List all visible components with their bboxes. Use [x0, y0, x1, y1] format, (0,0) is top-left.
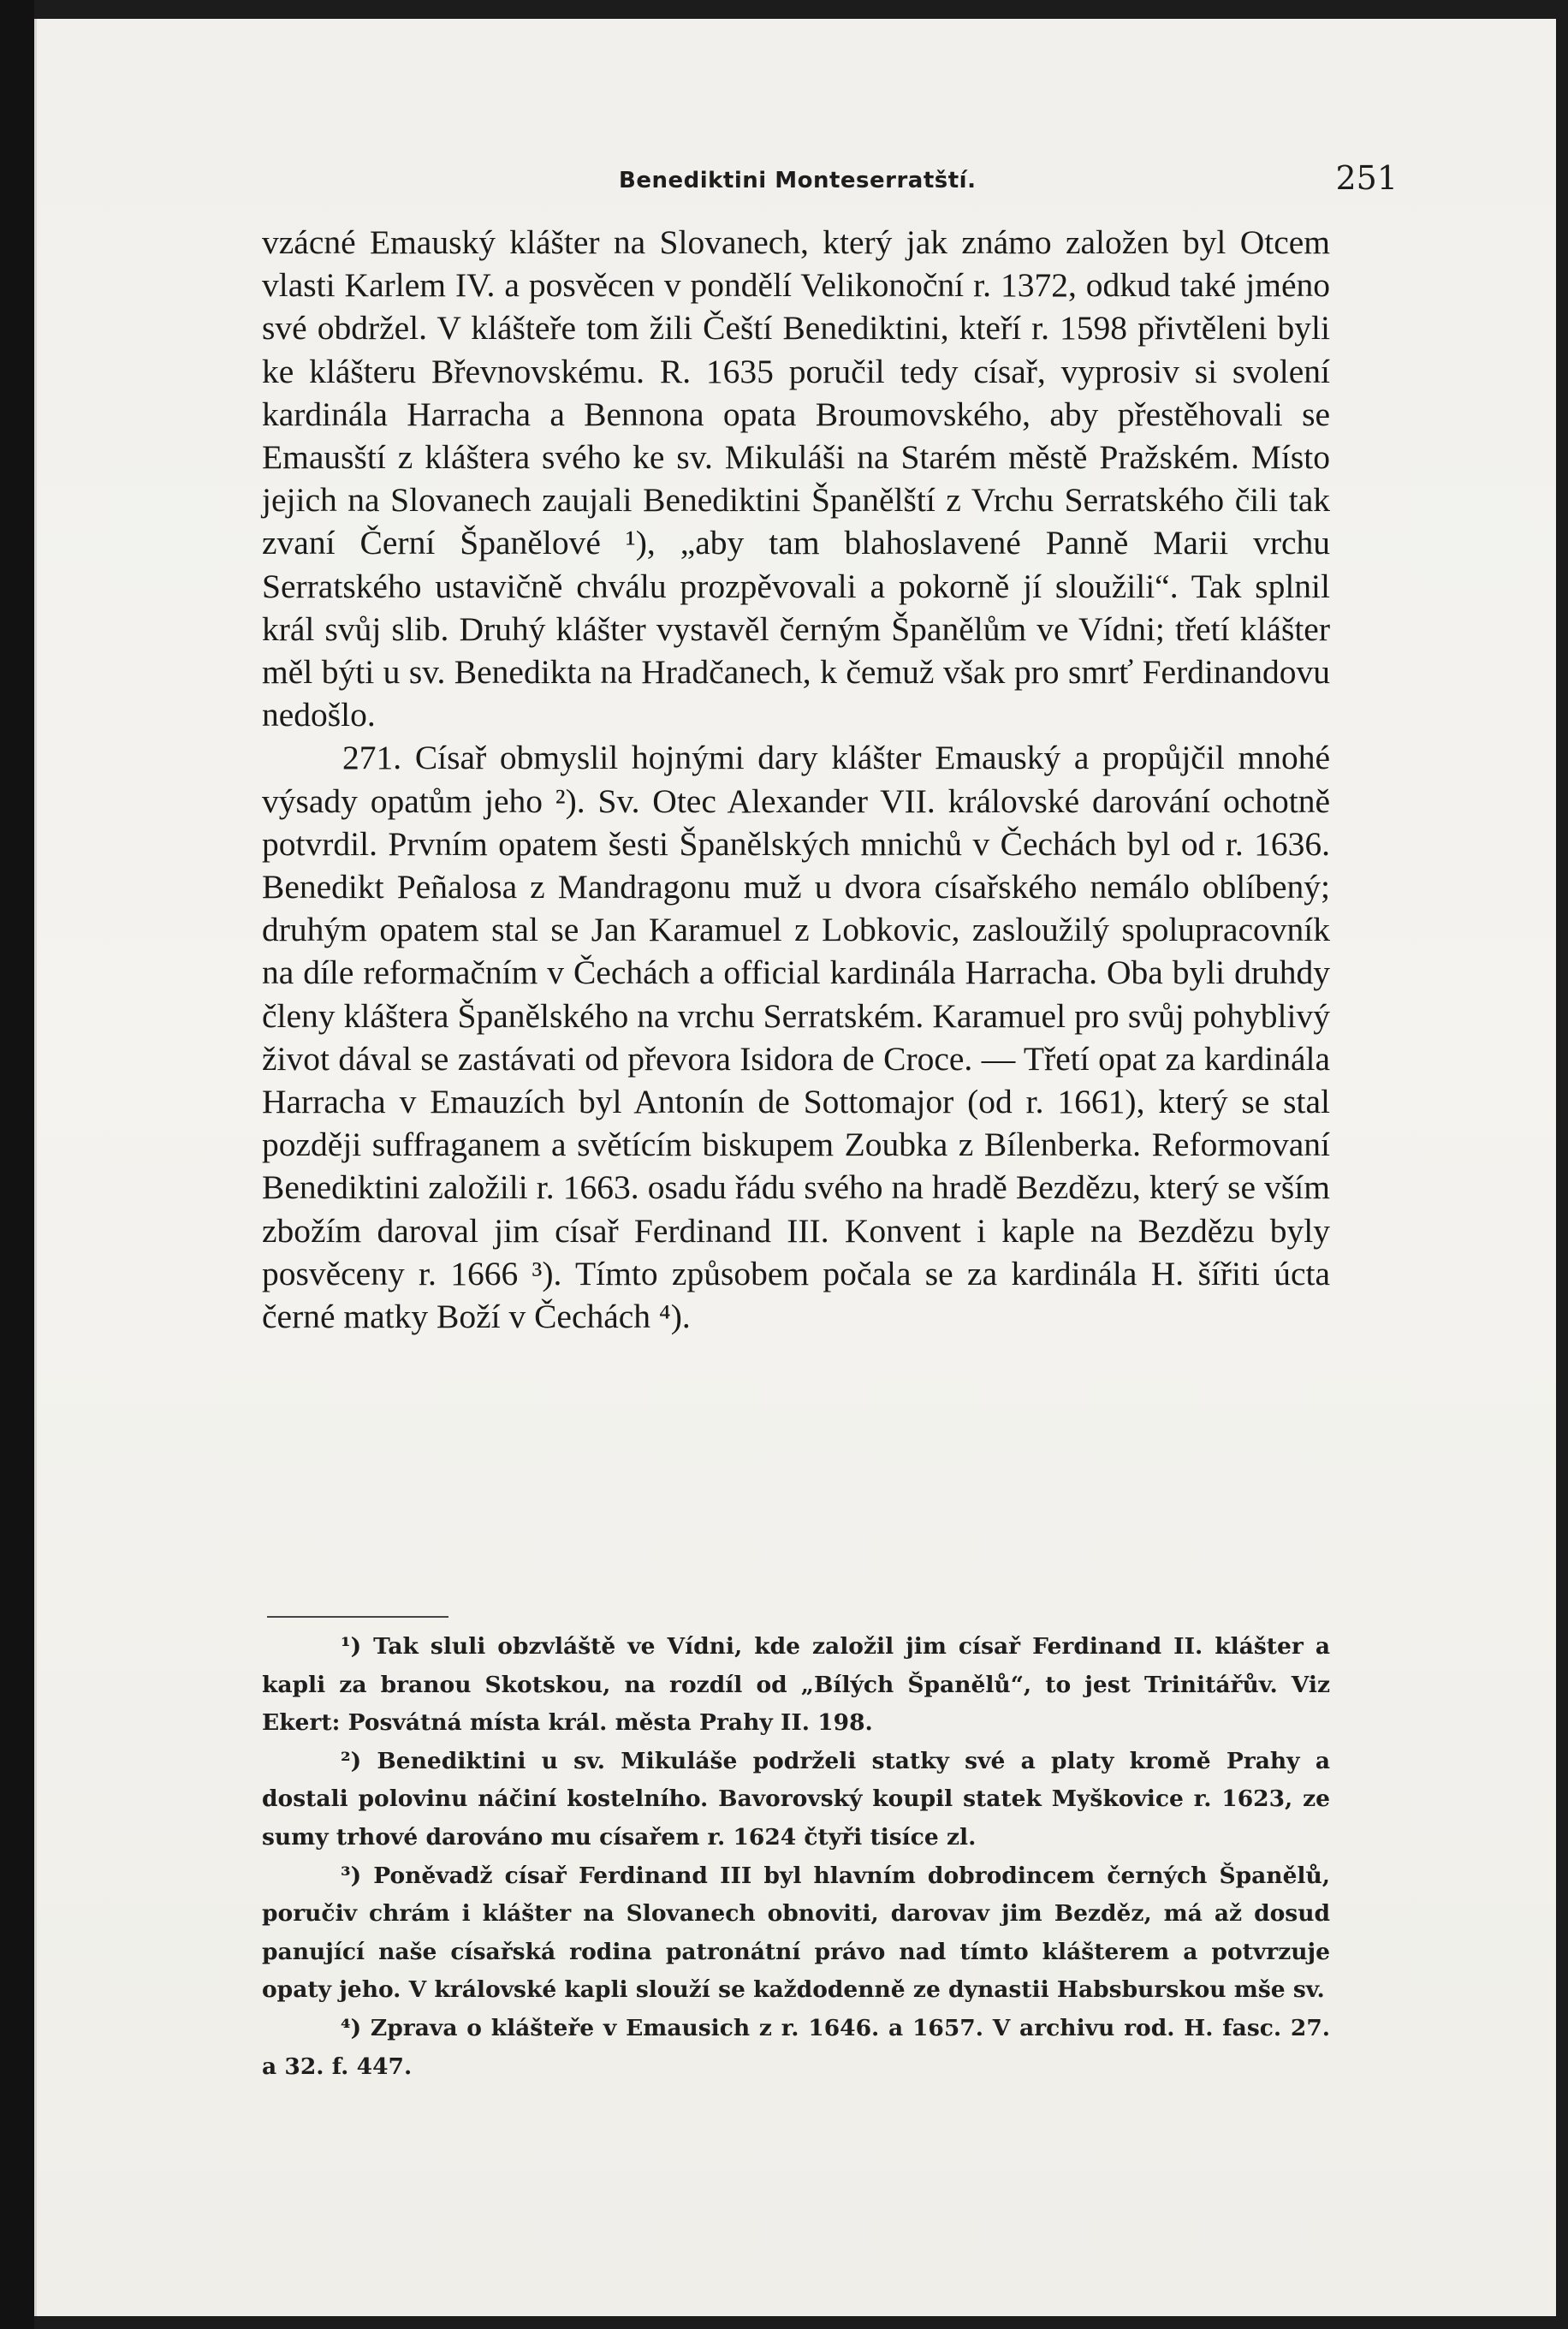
paragraph-2: 271. Císař obmyslil hojnými dary klášter Emauský a propůjčil mnohé výsady opatům jeho ²). Sv. Otec Alexander VII. královské darování ochotně potvrdil. Prvním opatem šesti Španělských mnichů v Čechách byl od r. 1636. Benedikt Peñalosa z Mandragonu muž u dvora císařského nemálo oblíbený; druhým opatem stal se Jan Karamuel z Lobkovic, zasloužilý spolupracovník na díle reformačním v Čechách a official kardinála Harracha. Oba byli druhdy členy kláštera Španělského na vrchu Serratském. Karamuel pro svůj pohyblivý život dával se zastávati od převora Isidora de Croce. — Třetí opat za kardinála Harracha v Emauzích byl Antonín de Sottomajor (od r. 1661), který se stal později suffraganem a světícím biskupem Zoubka z Bílenberka. Reformovaní Benediktini založili r. 1663. osadu řádu svého na hradě Bezdězu, který se vším zbožím daroval jim císař Ferdinand III. Konvent i kaple na Bezdězu byly posvěceny r. 1666 ³). Tímto způsobem počala se za kardinála H. šířiti úcta černé matky Boží v Čechách ⁴). [262, 739, 1330, 1336]
footnotes [262, 1628, 1330, 2086]
scan-margin [0, 0, 34, 2329]
main-text [262, 221, 1330, 1338]
footnote-3: ³) Poněvadž císař Ferdinand III byl hlavním dobrodincem černých Španělů, poručiv chrám i klášter na Slovanech obnoviti, darovav jim Bezděz, má až dosud panující naše císařská rodina patronátní právo nad tímto klášterem a potvrzuje opaty jeho. V královské kapli slouží se každodenně ze dynastii Habsburskou mše sv. [262, 1862, 1330, 2004]
page-number: 251 [1335, 159, 1398, 197]
page-header [294, 146, 1398, 205]
footnote-1: ¹) Tak sluli obzvláště ve Vídni, kde založil jim císař Ferdinand II. klášter a kapli za branou Skotskou, na rozdíl od „Bílých Španělů“, to jest Trinitářův. Viz Ekert: Posvátná místa král. města Prahy II. 198. [262, 1633, 1330, 1737]
footnote-separator [267, 1616, 448, 1618]
paragraph-1: vzácné Emauský klášter na Slovanech, který jak známo založen byl Otcem vlasti Karlem IV. a posvěcen v pondělí Velikonoční r. 1372, odkud také jméno své obdržel. V klášteře tom žili Čeští Benediktini, kteří r. 1598 přivtěleni byli ke klášteru Břevnovskému. R. 1635 poručil tedy císař, vyprosiv si svolení kardinála Harracha a Bennona opata Broumovského, aby přestěhovali se Emausští z kláštera svého ke sv. Mikuláši na Starém městě Pražském. Místo jejich na Slovanech zaujali Benediktini Španělští z Vrchu Serratského čili tak zvaní Černí Španělové ¹), „aby tam blahoslavené Panně Marii vrchu Serratského ustavičně chválu prozpěvovali a pokorně jí sloužili“. Tak splnil král svůj slib. Druhý klášter vystavěl černým Španělům ve Vídni; třetí klášter měl býti u sv. Benedikta na Hradčanech, k čemuž však pro smrť Ferdinandovu nedošlo. [262, 223, 1330, 734]
footnote-4: ⁴) Zprava o klášteře v Emausich z r. 1646. a 1657. V archivu rod. H. fasc. 27. a 32. f. 447. [262, 2014, 1330, 2080]
footnote-2: ²) Benediktini u sv. Mikuláše podrželi statky své a platy kromě Prahy a dostali polovinu náčiní kostelního. Bavorovský koupil statek Myškovice r. 1623, ze sumy trhové darováno mu císařem r. 1624 čtyři tisíce zl. [262, 1747, 1330, 1851]
running-title: Benediktini Monteserratští. [619, 168, 977, 193]
